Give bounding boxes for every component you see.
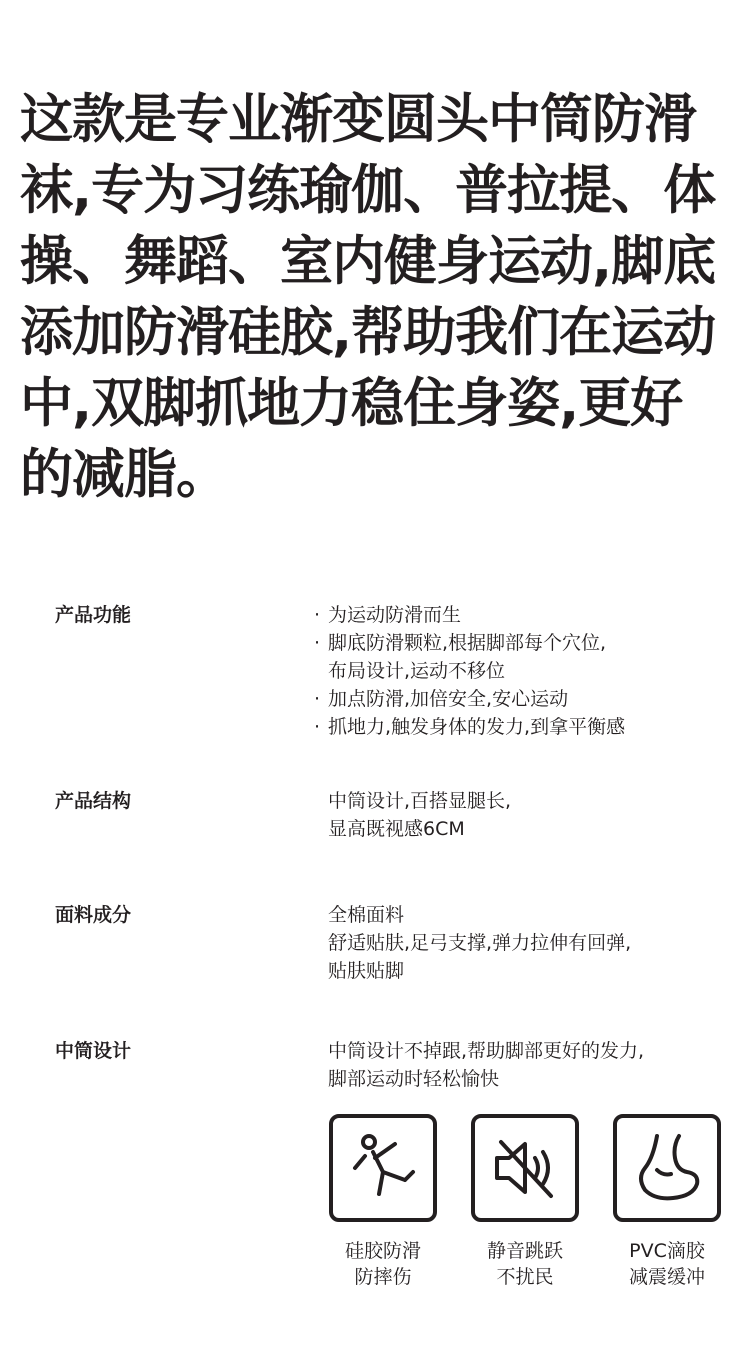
list-item-continuation: 布局设计,运动不移位 (328, 660, 506, 682)
list-item (312, 657, 732, 685)
list-item: · 脚底防滑颗粒,根据脚部每个穴位, (312, 629, 732, 657)
bullet-list (312, 601, 732, 741)
list-item: · 为运动防滑而生 (312, 601, 732, 629)
feature-tile-silent (471, 1114, 579, 1222)
spec-line: 脚部运动时轻松愉快 (328, 1068, 500, 1090)
feature-caption (313, 1238, 453, 1290)
spec-value (312, 601, 732, 741)
mute-speaker-icon (485, 1128, 565, 1208)
spec-label: 产品结构 (55, 790, 132, 812)
spec-label: 面料成分 (55, 904, 132, 926)
feature-caption-line: 减震缓冲 (628, 1266, 705, 1288)
spec-line: 中筒设计不掉跟,帮助脚部更好的发力, (328, 1040, 645, 1062)
slip-fall-icon (343, 1128, 423, 1208)
spec-line: 全棉面料 (328, 904, 405, 926)
feature-tile-cushion (613, 1114, 721, 1222)
spec-value (312, 1037, 748, 1093)
headline: 这款是专业渐变圆头中筒防滑袜,专为习练瑜伽、普拉提、体操、舞蹈、室内健身运动,脚底添加防滑硅胶,帮助我们在运动中,双脚抓地力稳住身姿,更好的减脂。 (20, 89, 716, 505)
feature-caption (455, 1238, 595, 1290)
feature-caption-line: 静音跳跃 (486, 1240, 563, 1262)
feature-caption-line: 不扰民 (496, 1266, 554, 1288)
spec-value (312, 787, 748, 843)
spec-line: 舒适贴肤,足弓支撑,弹力拉伸有回弹, (328, 932, 632, 954)
spec-label: 产品功能 (55, 604, 132, 626)
feature-caption-line: 硅胶防滑 (344, 1240, 421, 1262)
list-item: · 加点防滑,加倍安全,安心运动 (312, 685, 732, 713)
spec-line: 显高既视感6CM (328, 818, 465, 840)
spec-label: 中筒设计 (55, 1040, 132, 1062)
spec-line: 中筒设计,百搭显腿长, (328, 790, 512, 812)
spec-value (312, 901, 748, 985)
feature-caption-line: 防摔伤 (354, 1266, 412, 1288)
foot-icon (627, 1128, 707, 1208)
feature-caption-line: PVC滴胶 (629, 1240, 705, 1262)
feature-caption (597, 1238, 737, 1290)
feature-tile-anti-slip (329, 1114, 437, 1222)
list-item: · 抓地力,触发身体的发力,到拿平衡感 (312, 713, 732, 741)
spec-line: 贴肤贴脚 (328, 960, 405, 982)
